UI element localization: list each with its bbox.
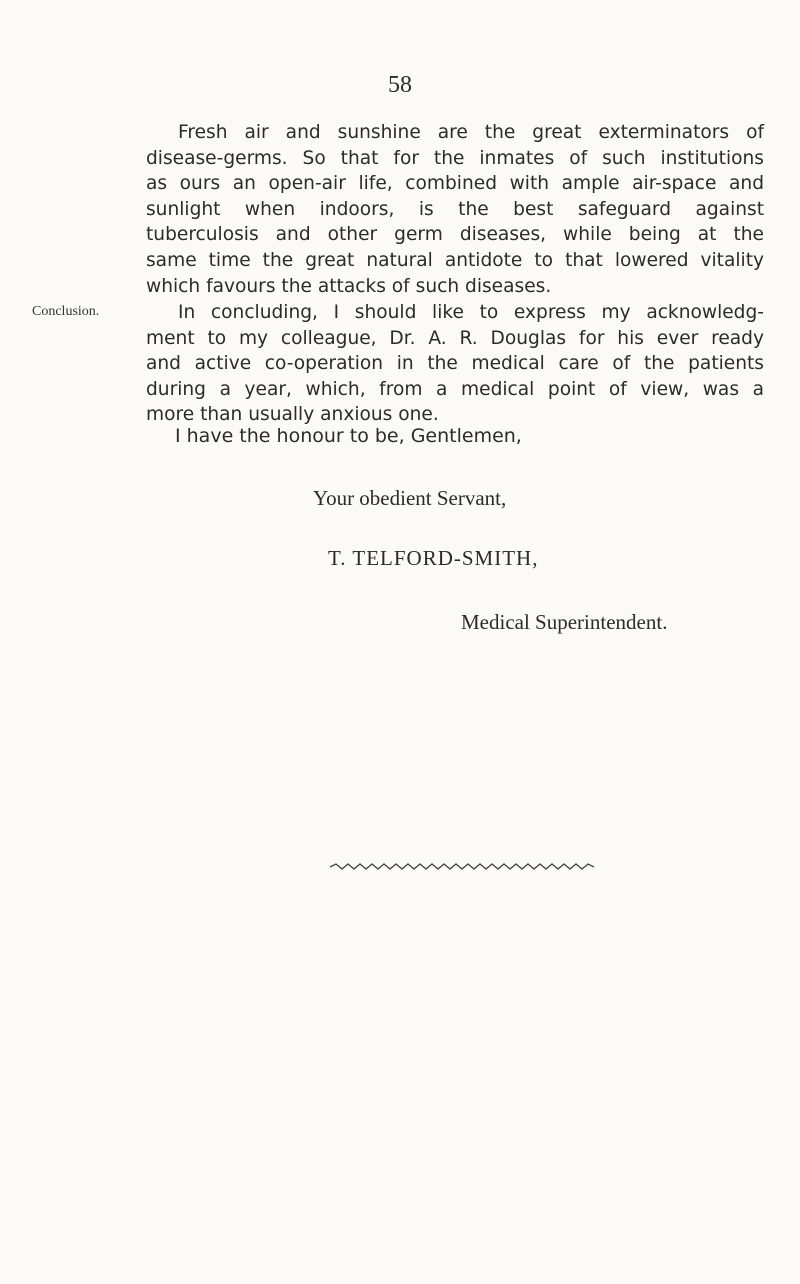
paragraph-line: more than usually anxious one. bbox=[146, 404, 439, 426]
page-number: 58 bbox=[388, 72, 412, 98]
closing-valediction: Your obedient Servant, bbox=[313, 486, 507, 510]
paragraph-line: tuberculosis and other germ diseases, while being at the bbox=[146, 224, 764, 246]
paragraph-line: ment to my colleague, Dr. A. R. Douglas for his ever ready bbox=[146, 327, 764, 349]
paragraph-line: and active co-operation in the medical care of the patients bbox=[146, 353, 764, 375]
paragraph-fresh-air bbox=[146, 120, 764, 299]
signature-name: T. TELFORD-SMITH, bbox=[328, 546, 539, 570]
ornamental-rule bbox=[330, 860, 594, 874]
paragraph-line: which favours the attacks of such diseases. bbox=[146, 275, 552, 297]
paragraph-line: Fresh air and sunshine are the great exterminators of bbox=[178, 122, 764, 143]
signature-title: Medical Superintendent. bbox=[461, 610, 668, 634]
margin-note-conclusion: Conclusion. bbox=[32, 304, 100, 319]
paragraph-line: sunlight when indoors, is the best safeguard against bbox=[146, 198, 764, 220]
paragraph-line: during a year, which, from a medical point of view, was a bbox=[146, 378, 764, 400]
paragraph-line: In concluding, I should like to express my acknowledg- bbox=[178, 302, 764, 323]
paragraph-line: disease-germs. So that for the inmates of such institutions bbox=[146, 147, 764, 169]
paragraph-conclusion bbox=[146, 300, 764, 428]
paragraph-line: same time the great natural antidote to that lowered vitality bbox=[146, 249, 764, 271]
paragraph-line: as ours an open-air life, combined with ample air-space and bbox=[146, 173, 764, 195]
closing-salutation: I have the honour to be, Gentlemen, bbox=[175, 425, 522, 447]
